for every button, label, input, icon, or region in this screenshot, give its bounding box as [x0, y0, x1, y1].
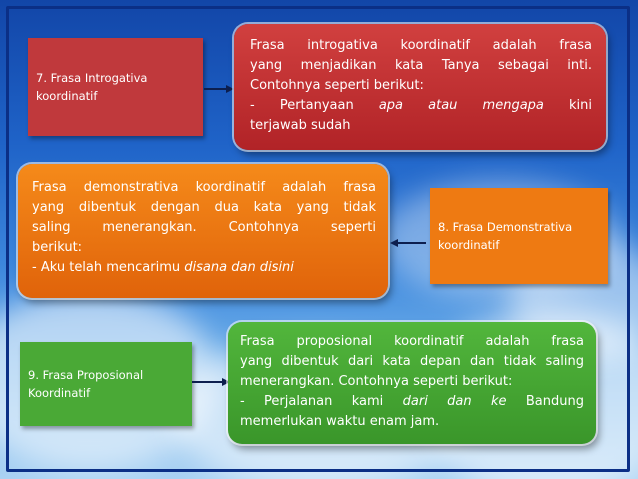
- label-line: 9. Frasa Proposional: [28, 368, 144, 382]
- definition-line: yang dibentuk dari kata depan dan tidak saling: [240, 354, 584, 369]
- arrow-left-icon: [390, 238, 428, 248]
- definition-line: yang menjadikan kata Tanya sebagai inti.: [250, 58, 592, 73]
- definition-frasa-introgativa: [234, 24, 606, 150]
- example-line: - Perjalanan kami dari dan ke Bandung: [240, 394, 584, 409]
- definition-frasa-demonstrativa: [18, 164, 388, 298]
- example-italic: dari dan ke: [402, 394, 507, 409]
- arrow-right-icon: [192, 377, 232, 387]
- definition-line: memerlukan waktu enam jam.: [240, 414, 440, 429]
- label-frasa-demonstrativa: [430, 188, 608, 284]
- label-line: 7. Frasa Introgativa: [36, 71, 148, 85]
- example-line: - Aku telah mencarimu disana dan disini: [32, 260, 294, 275]
- definition-line: yang dibentuk dengan dua kata yang tidak: [32, 200, 376, 215]
- definition-line: Frasa introgativa koordinatif adalah frasa: [250, 38, 592, 53]
- label-frasa-proposional: [20, 342, 192, 426]
- definition-line: Frasa proposional koordinatif adalah frasa: [240, 334, 584, 349]
- label-line: Koordinatif: [28, 386, 91, 400]
- example-italic: disana dan disini: [184, 260, 294, 275]
- definition-line: menerangkan. Contohnya seperti berikut:: [240, 374, 513, 389]
- definition-line: Contohnya seperti berikut:: [250, 78, 424, 93]
- label-line: koordinatif: [36, 89, 98, 103]
- definition-line: saling menerangkan. Contohnya seperti: [32, 220, 376, 235]
- definition-frasa-proposional: [228, 322, 596, 444]
- example-line: - Pertanyaan apa atau mengapa kini: [250, 98, 593, 113]
- definition-line: berikut:: [32, 240, 83, 255]
- label-line: koordinatif: [438, 238, 500, 252]
- arrow-right-icon: [204, 84, 236, 94]
- label-frasa-introgativa: [28, 38, 203, 136]
- definition-line: terjawab sudah: [250, 118, 351, 133]
- definition-line: Frasa demonstrativa koordinatif adalah frasa: [32, 180, 376, 195]
- example-italic: apa atau mengapa: [378, 98, 544, 113]
- label-line: 8. Frasa Demonstrativa: [438, 220, 573, 234]
